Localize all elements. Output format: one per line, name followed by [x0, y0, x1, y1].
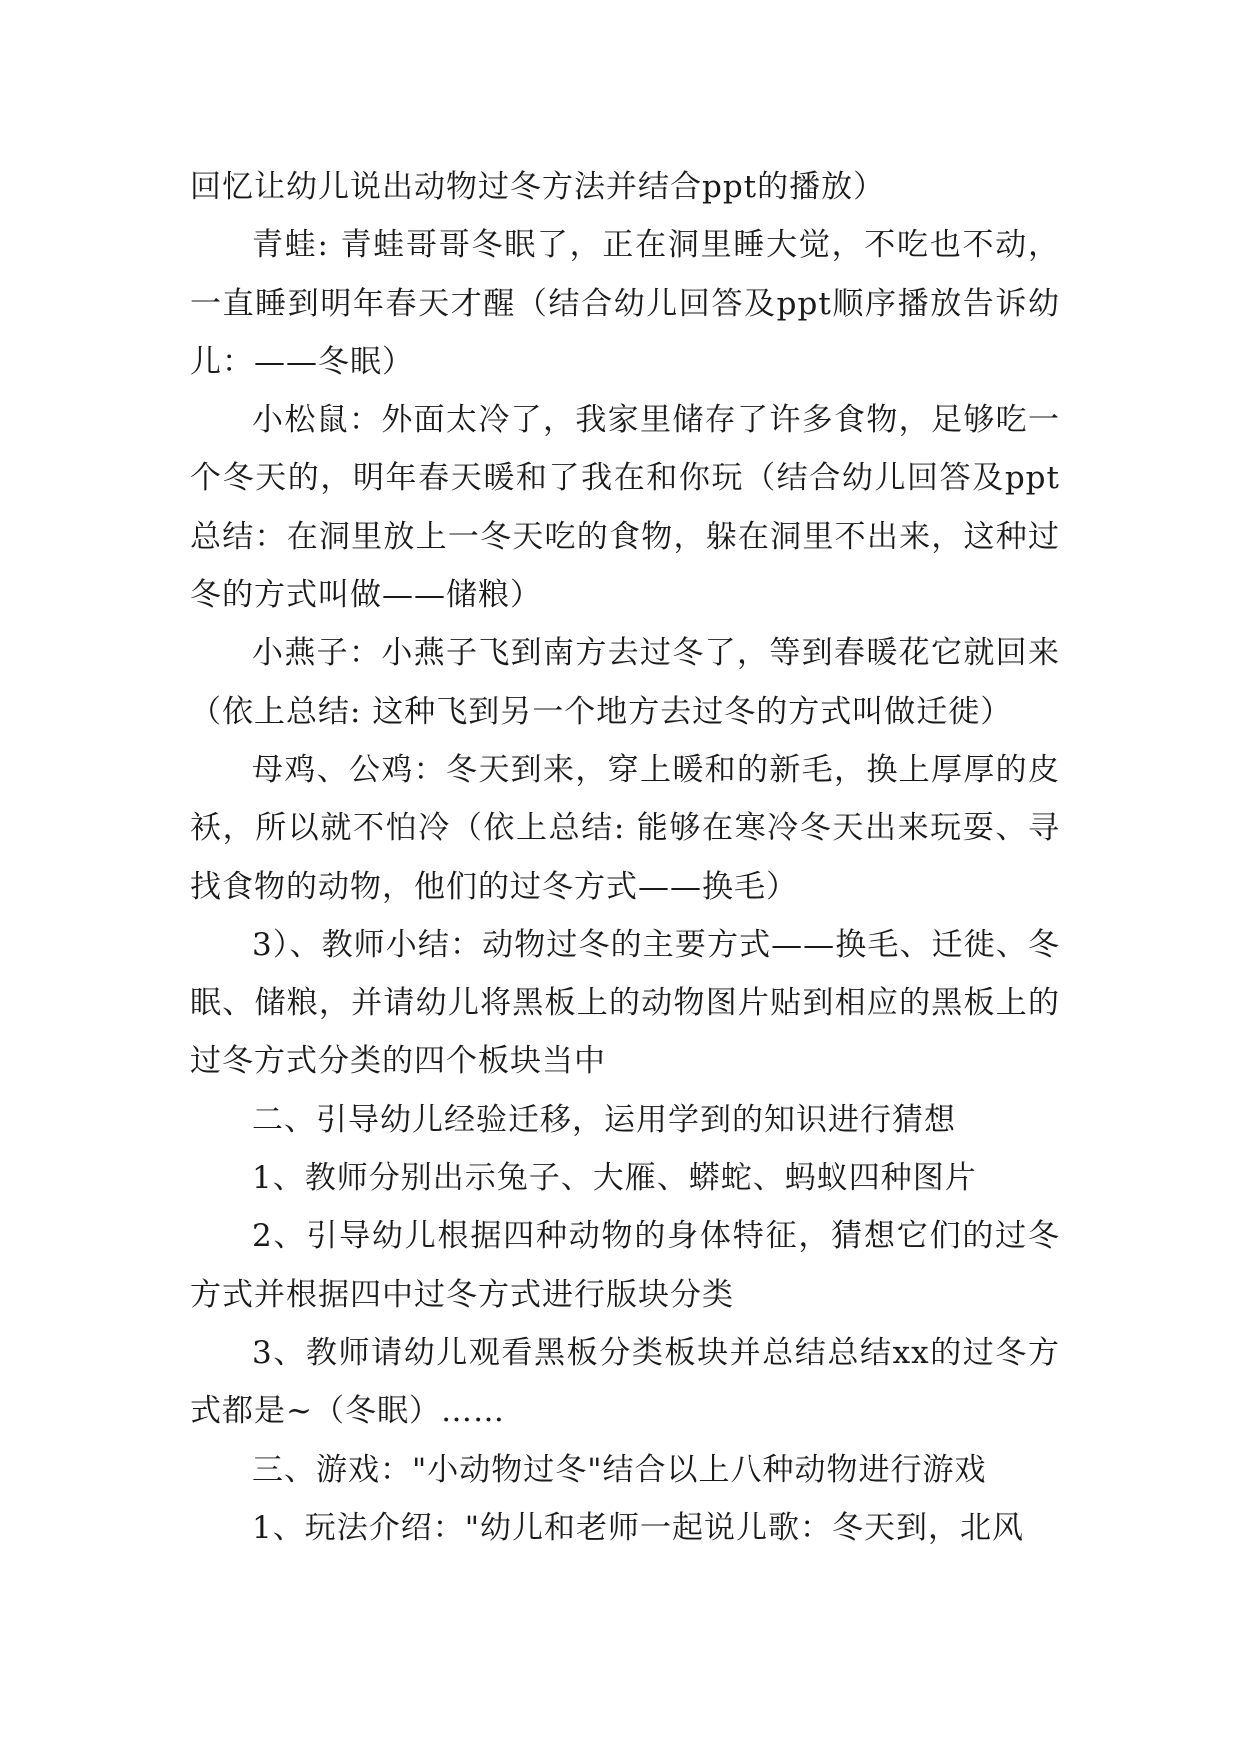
paragraph-7: 二、引导幼儿经验迁移，运用学到的知识进行猜想: [252, 1101, 956, 1138]
paragraph-12: 1、玩法介绍："幼儿和老师一起说儿歌：冬天到，北风: [252, 1509, 1024, 1546]
document-body: [190, 158, 1060, 1557]
paragraph-4: 小燕子：小燕子飞到南方去过冬了，等到春暖花它就回来（依上总结: 这种飞到另一个地方去过冬的方式叫做迁徙）: [190, 635, 1060, 730]
paragraph-6: 3）、教师小结：动物过冬的主要方式——换毛、迁徙、冬眠、储粮，并请幼儿将黑板上的动物图片贴到相应的黑板上的过冬方式分类的四个板块当中: [190, 926, 1060, 1080]
paragraph-9: 2、引导幼儿根据四种动物的身体特征，猜想它们的过冬方式并根据四中过冬方式进行版块分类: [190, 1218, 1060, 1313]
paragraph-10: 3、教师请幼儿观看黑板分类板块并总结总结xx的过冬方式都是~（冬眠）……: [190, 1334, 1060, 1430]
paragraph-11: 三、游戏："小动物过冬"结合以上八种动物进行游戏: [252, 1451, 987, 1488]
paragraph-5: 母鸡、公鸡：冬天到来，穿上暖和的新毛，换上厚厚的皮袄，所以就不怕冷（依上总结: 能够在寒冷冬天出来玩耍、寻找食物的动物，他们的过冬方式——换毛）: [190, 751, 1060, 905]
paragraph-2: 青蛙: 青蛙哥哥冬眠了，正在洞里睡大觉，不吃也不动，一直睡到明年春天才醒（结合幼儿回答及ppt顺序播放告诉幼儿：——冬眠）: [190, 227, 1060, 380]
paragraph-8: 1、教师分别出示兔子、大雁、蟒蛇、蚂蚁四种图片: [252, 1160, 977, 1197]
paragraph-3: 小松鼠：外面太冷了，我家里储存了许多食物，足够吃一个冬天的，明年春天暖和了我在和你玩（结合幼儿回答及ppt总结：在洞里放上一冬天吃的食物，躲在洞里不出来，这种过冬的方式叫做——储粮）: [190, 402, 1060, 614]
paragraph-1: 回忆让幼儿说出动物过冬方法并结合ppt的播放）: [190, 169, 886, 205]
